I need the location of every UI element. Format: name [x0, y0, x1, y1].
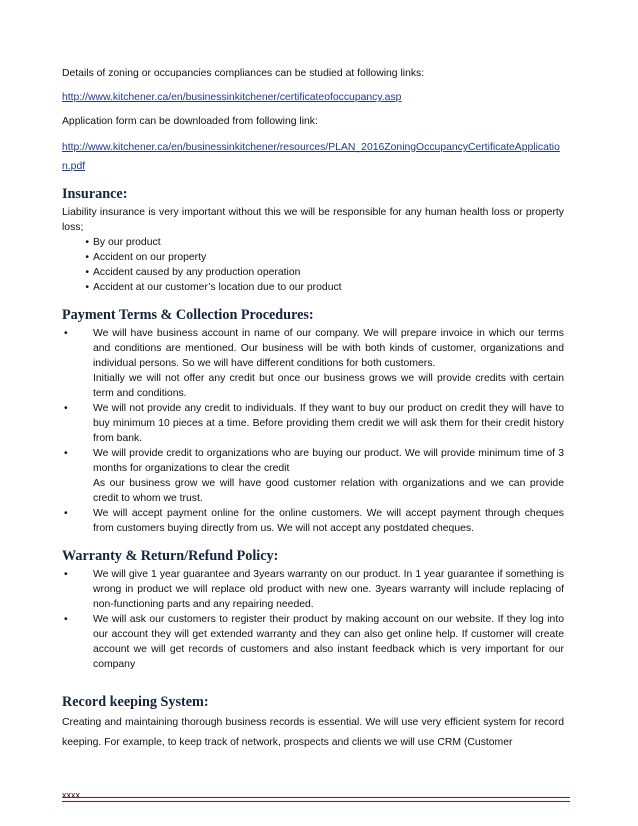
warranty-section	[62, 548, 564, 672]
records-section	[62, 694, 564, 753]
footer-divider	[62, 797, 570, 802]
records-body: Creating and maintaining thorough business records is essential. We will use very efficient system for record keeping. For example, to keep track of network, prospects and clients we will use CRM (Customer	[62, 717, 564, 748]
payment-item-text: • We will provide credit to organizations who are buying our product. We will provide minimum time of 3 months for organizations to clear the credit	[93, 448, 564, 474]
payment-list	[62, 326, 564, 536]
zoning-intro: Details of zoning or occupancies compliances can be studied at following links:	[62, 68, 425, 79]
insurance-section	[62, 186, 564, 295]
payment-heading: Payment Terms & Collection Procedures:	[62, 307, 314, 323]
payment-item-extra: Initially we will not offer any credit but once our business grows we will provide credits with certain term and conditions.	[93, 373, 564, 399]
payment-item-extra: As our business grow we will have good customer relation with organizations and we can provide credit to whom we trust.	[93, 478, 564, 504]
list-item	[62, 446, 564, 506]
zoning-link[interactable]	[62, 90, 564, 105]
list-item	[62, 506, 564, 536]
list-item: • Accident at our customer’s location due to our product	[62, 280, 564, 295]
records-heading: Record keeping System:	[62, 694, 209, 710]
insurance-heading: Insurance:	[62, 186, 128, 202]
application-intro: Application form can be downloaded from following link:	[62, 116, 318, 127]
list-item: • We will ask our customers to register their product by making account on our website. If they log into our account they will get extended warranty and they can also get online help. If customer will create account we will get records of customers and also instant feedback which is very important for our company	[62, 612, 564, 672]
payment-item-text: • We will accept payment online for the online customers. We will accept payment through cheques from customers buying directly from us. We will not accept any postdated cheques.	[93, 508, 564, 534]
payment-item-text: • We will not provide any credit to individuals. If they want to buy our product on credit they will have to buy minimum 10 pieces at a time. Before providing them credit we will ask them for their credit history from bank.	[93, 403, 564, 444]
list-item: • We will give 1 year guarantee and 3years warranty on our product. In 1 year guarantee if something is wrong in product we will replace old product with new one. 3years warranty will include replacing of non-functioning parts and any repairing needed.	[62, 567, 564, 612]
list-item	[62, 401, 564, 446]
document-page	[62, 66, 564, 753]
warranty-heading: Warranty & Return/Refund Policy:	[62, 548, 279, 564]
list-item: • Accident caused by any production operation	[62, 265, 564, 280]
application-link[interactable]	[62, 138, 564, 176]
insurance-list	[62, 235, 564, 295]
zoning-link-text[interactable]: http://www.kitchener.ca/en/businessinkitchener/certificateofoccupancy.asp	[62, 92, 402, 103]
list-item: • By our product	[62, 235, 564, 250]
application-link-text[interactable]: http://www.kitchener.ca/en/businessinkitchener/resources/PLAN_2016ZoningOccupancyCertificateApplication.pdf	[62, 142, 560, 172]
list-item	[62, 326, 564, 401]
payment-section	[62, 307, 564, 536]
insurance-body: Liability insurance is very important without this we will be responsible for any human health loss or property loss;	[62, 207, 564, 233]
list-item: • Accident on our property	[62, 250, 564, 265]
warranty-list	[62, 567, 564, 672]
payment-item-text: • We will have business account in name of our company. We will prepare invoice in which our terms and conditions are mentioned. Our business will be with both kinds of customer, organizations and individual persons. So we will have different conditions for both customers.	[93, 328, 564, 369]
footer-label: xxxx	[62, 790, 80, 800]
